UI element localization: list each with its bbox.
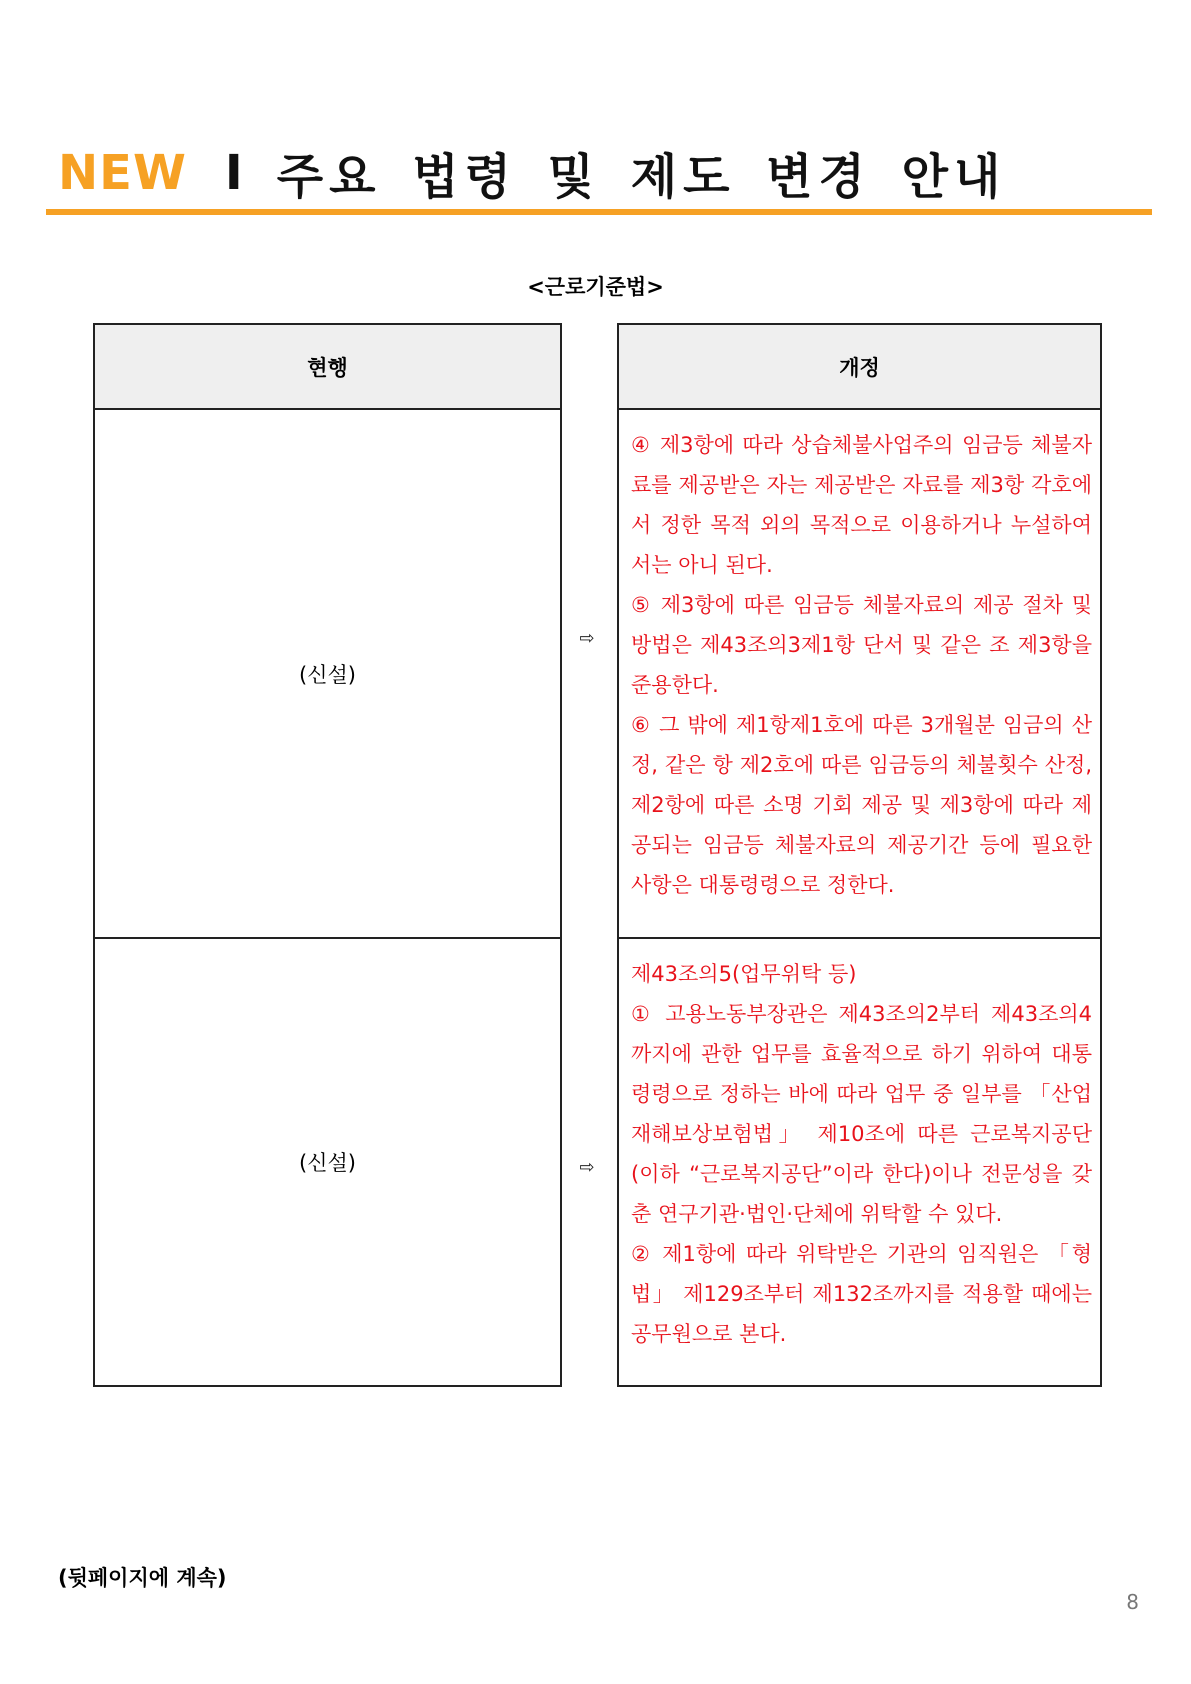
continued-note: (뒷페이지에 계속): [58, 1566, 227, 1590]
revised-paragraph: ⑤ 제3항에 따른 임금등 체불자료의 제공 절차 및 방법은 제43조의3제1항 단서 및 같은 조 제3항을 준용한다.: [631, 593, 1092, 697]
current-cell-text: (신설): [299, 662, 356, 687]
current-column-header: 현행: [95, 325, 560, 410]
revised-cell-row-2: [631, 954, 1092, 1354]
revised-article-title: 제43조의5(업무위탁 등): [631, 962, 857, 986]
row-divider: [619, 937, 1100, 939]
revised-paragraph: ⑥ 그 밖에 제1항제1호에 따른 3개월분 임금의 산정, 같은 항 제2호에 따른 임금등의 체불횟수 산정, 제2항에 따른 소명 기회 제공 및 제3항에 따라 제공되는 임금등 체불자료의 제공기간 등에 필요한 사항은 대통령령으로 정한다.: [631, 713, 1092, 897]
page-number: 8: [1126, 1590, 1139, 1614]
revised-cell-row-1: [631, 425, 1092, 905]
current-cell-text: (신설): [299, 1151, 356, 1175]
header-rule: [46, 209, 1152, 215]
revised-paragraph: ④ 제3항에 따라 상습체불사업주의 임금등 체불자료를 제공받은 자는 제공받은 자료를 제3항 각호에서 정한 목적 외의 목적으로 이용하거나 누설하여서는 아니 된다.: [631, 433, 1092, 577]
revised-paragraph: ② 제1항에 따라 위탁받은 기관의 임직원은 「형법」 제129조부터 제132조까지를 적용할 때에는 공무원으로 본다.: [631, 1242, 1092, 1346]
revised-column: [617, 323, 1102, 1387]
section-caption: <근로기준법>: [527, 275, 664, 299]
current-cell-row-1: [95, 410, 560, 937]
revised-column-header: 개정: [619, 325, 1100, 410]
page-header: [58, 138, 1006, 207]
revised-paragraph: ① 고용노동부장관은 제43조의2부터 제43조의4까지에 관한 업무를 효율적으로 하기 위하여 대통령령으로 정하는 바에 따라 업무 중 일부를 「산업재해보상보험법」 제10조에 따른 근로복지공단(이하 “근로복지공단”이라 한다)이나 전문성을 갖춘 연구기관·법인·단체에 위탁할 수 있다.: [631, 1002, 1092, 1226]
arrow-icon: ⇨: [579, 628, 595, 649]
current-column: [93, 323, 562, 1387]
current-cell-row-2: [95, 939, 560, 1385]
header-separator: I: [224, 144, 243, 201]
page-title: 주요 법령 및 제도 변경 안내: [276, 149, 1007, 205]
new-label: NEW: [58, 144, 187, 201]
arrow-icon: ⇨: [579, 1157, 595, 1178]
